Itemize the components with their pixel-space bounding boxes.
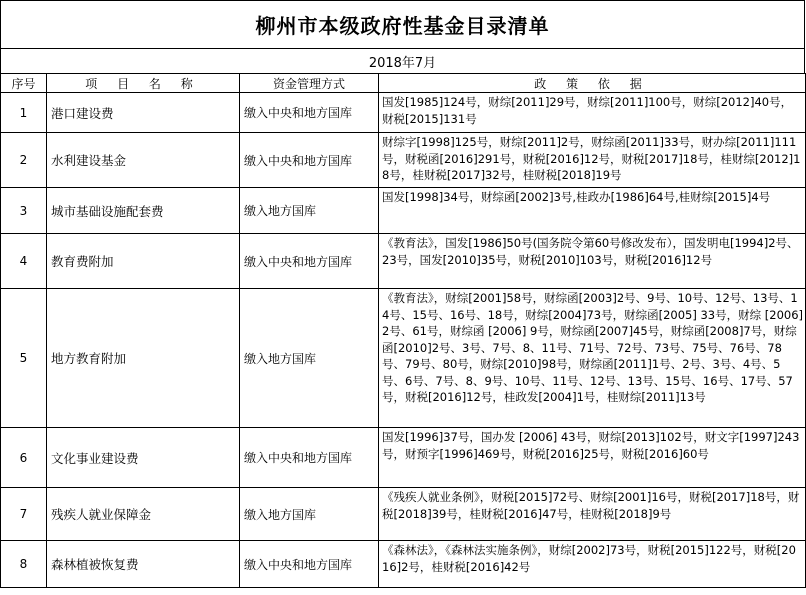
row-management: 缴入中央和地方国库 xyxy=(240,234,379,289)
row-management: 缴入中央和地方国库 xyxy=(240,428,379,488)
table-row xyxy=(1,488,806,541)
row-policy: 《残疾人就业条例》，财税[2015]72号、财综[2001]16号，财税[2017]18号，财税[2018]39号，桂财税[2016]47号，桂财税[2018]9号 xyxy=(379,488,806,541)
row-name: 残疾人就业保障金 xyxy=(47,488,240,541)
row-seq: 6 xyxy=(1,428,47,488)
table-row xyxy=(1,289,806,428)
row-seq: 7 xyxy=(1,488,47,541)
row-management: 缴入中央和地方国库 xyxy=(240,541,379,588)
table-row xyxy=(1,234,806,289)
row-seq: 3 xyxy=(1,188,47,234)
row-management: 缴入中央和地方国库 xyxy=(240,133,379,188)
date-label: 2018年7月 xyxy=(0,49,805,73)
row-management: 缴入中央和地方国库 xyxy=(240,93,379,133)
header-name: 项 目 名 称 xyxy=(47,74,240,93)
table-row xyxy=(1,188,806,234)
row-policy: 《森林法》，《森林法实施条例》，财综[2002]73号，财税[2015]122号，财税[2016]2号，桂财税[2016]42号 xyxy=(379,541,806,588)
row-policy: 《教育法》，国发[1986]50号(国务院令第60号修改发布），国发明电[1994]2号、23号，国发[2010]35号，财税[2010]103号，财税[2016]12号 xyxy=(379,234,806,289)
row-name: 森林植被恢复费 xyxy=(47,541,240,588)
row-management: 缴入地方国库 xyxy=(240,289,379,428)
row-name: 城市基础设施配套费 xyxy=(47,188,240,234)
row-policy: 《教育法》，财综[2001]58号，财综函[2003]2号、9号、10号、12号、13号、14号、15号、16号、18号，财综[2004]73号，财综函[2005] 33号，财综 [2006] 2号、61号，财综函 [2006] 9号，财综函[2007]45号，财综函[2008]7号，财综函[2010]2号、3号、7号、8、11号、71号、72号、73号、75号、76号、78号、79号、80号，财综[2010]98号，财综函[2011]1号、2号、3号、4号、5号、6号、7号、8、9号、10号、11号、12号、13号、15号、16号、17号、57号，财税[2016]12号，桂政发[2004]1号，桂财综[2011]13号 xyxy=(379,289,806,428)
header-management: 资金管理方式 xyxy=(240,74,379,93)
header-seq: 序号 xyxy=(1,74,47,93)
page-title: 柳州市本级政府性基金目录清单 xyxy=(0,0,805,49)
row-name: 地方教育附加 xyxy=(47,289,240,428)
header-policy: 政 策 依 据 xyxy=(379,74,806,93)
row-policy: 国发[1985]124号，财综[2011]29号，财综[2011]100号，财综[2012]40号，财税[2015]131号 xyxy=(379,93,806,133)
row-seq: 5 xyxy=(1,289,47,428)
table-row xyxy=(1,428,806,488)
row-policy: 国发[1996]37号，国办发 [2006] 43号，财综[2013]102号，财文字[1997]243号，财预字[1996]469号，财税[2016]25号，财税[2016]60号 xyxy=(379,428,806,488)
fund-table xyxy=(0,73,806,588)
row-seq: 2 xyxy=(1,133,47,188)
row-name: 水利建设基金 xyxy=(47,133,240,188)
row-name: 文化事业建设费 xyxy=(47,428,240,488)
table-row xyxy=(1,93,806,133)
row-policy: 财综字[1998]125号，财综[2011]2号，财综函[2011]33号，财办综[2011]111号，财税函[2016]291号，财税[2016]12号，财税[2017]18号，桂财综[2012]18号，桂财税[2017]32号，桂财税[2018]19号 xyxy=(379,133,806,188)
row-management: 缴入地方国库 xyxy=(240,188,379,234)
row-seq: 8 xyxy=(1,541,47,588)
row-seq: 1 xyxy=(1,93,47,133)
row-policy: 国发[1998]34号，财综函[2002]3号,桂政办[1986]64号,桂财综[2015]4号 xyxy=(379,188,806,234)
row-seq: 4 xyxy=(1,234,47,289)
table-row xyxy=(1,133,806,188)
row-name: 教育费附加 xyxy=(47,234,240,289)
row-name: 港口建设费 xyxy=(47,93,240,133)
row-management: 缴入地方国库 xyxy=(240,488,379,541)
table-row xyxy=(1,541,806,588)
table-header-row xyxy=(1,74,806,93)
